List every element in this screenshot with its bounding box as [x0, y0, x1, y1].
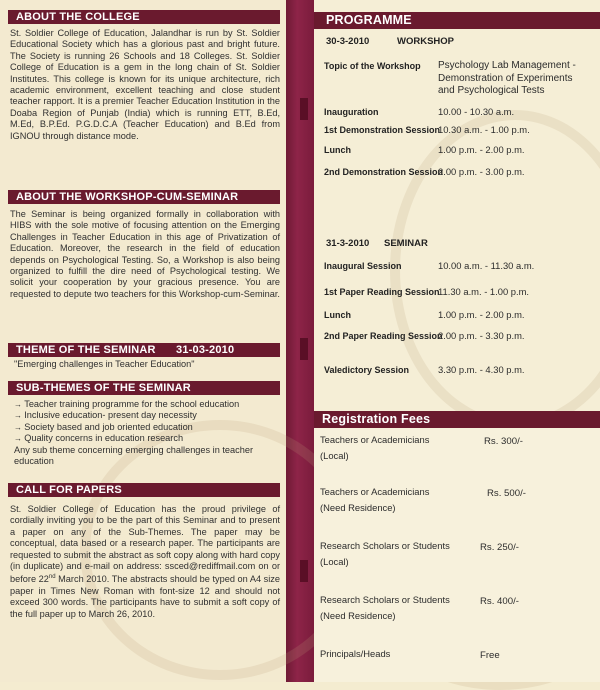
list-item: → Inclusive education- present day necessity [14, 410, 280, 421]
workshop-topic-label: Topic of the Workshop [324, 61, 421, 71]
fold-tick [300, 338, 308, 360]
workshop-date: 30-3-2010 [326, 36, 370, 47]
schedule-label: Valedictory Session [324, 365, 410, 375]
schedule-time: 3.30 p.m. - 4.30 p.m. [438, 364, 525, 375]
schedule-time: 10.00 a.m. - 11.30 a.m. [438, 260, 535, 271]
schedule-label: 2nd Paper Reading Session [324, 331, 443, 341]
fee-category: Teachers or Academicians [320, 486, 430, 497]
theme-heading [8, 343, 280, 357]
schedule-label: 2nd Demonstration Session [324, 167, 444, 177]
fee-amount: Rs. 250/- [480, 542, 519, 553]
list-item: → Society based and job oriented education [14, 422, 280, 433]
schedule-label: Inaugural Session [324, 261, 402, 271]
call-for-papers-text [10, 504, 280, 620]
fee-amount: Rs. 300/- [484, 436, 523, 447]
schedule-time: 2.00 p.m. - 3.00 p.m. [438, 166, 525, 177]
fee-amount: Rs. 400/- [480, 596, 519, 607]
sub-themes-note: Any sub theme concerning emerging challenges in teacher education [14, 445, 254, 467]
call-for-papers-text-2: March 2010. The abstracts should be typed on A4 size paper in Times New Roman with font-size 12 and should not exceed 300 words. The participants have to submit a soft copy of the full paper up to March 26, 2010. [10, 574, 280, 619]
schedule-time: 1.00 p.m. - 2.00 p.m. [438, 309, 525, 320]
fee-category: Research Scholars or Students [320, 594, 450, 605]
workshop-topic-value: Psychology Lab Management - Demonstration of Experiments and Psychological Tests [438, 60, 576, 96]
theme-text: "Emerging challenges in Teacher Education" [14, 359, 195, 369]
schedule-time: 10.00 - 10.30 a.m. [438, 106, 515, 117]
fee-note: (Local) [320, 556, 349, 567]
schedule-label: Lunch [324, 310, 351, 320]
list-item: → Quality concerns in education research [14, 433, 280, 444]
seminar-date: 31-3-2010 [326, 238, 370, 249]
registration-heading: Registration Fees [314, 411, 600, 428]
call-for-papers-sup: nd [48, 574, 56, 581]
schedule-time: 2.00 p.m. - 3.30 p.m. [438, 330, 525, 341]
theme-date: 31-03-2010 [176, 344, 235, 356]
fee-amount: Rs. 500/- [487, 488, 526, 499]
fee-category: Principals/Heads [320, 648, 391, 659]
call-for-papers-heading: CALL FOR PAPERS [8, 483, 280, 497]
schedule-label: 1st Paper Reading Session [324, 287, 440, 297]
fee-amount: Free [480, 650, 500, 661]
schedule-time: 10.30 a.m. - 1.00 p.m. [438, 124, 530, 135]
sub-themes-heading: SUB-THEMES OF THE SEMINAR [8, 381, 280, 395]
fee-note: (Need Residence) [320, 610, 396, 621]
fee-category: Research Scholars or Students [320, 540, 450, 551]
workshop-title: WORKSHOP [397, 36, 454, 47]
schedule-label: Lunch [324, 145, 351, 155]
schedule-label: 1st Demonstration Session [324, 125, 441, 135]
fold-tick [300, 98, 308, 120]
schedule-time: 11.30 a.m. - 1.00 p.m. [438, 286, 530, 297]
call-for-papers-text-1: St. Soldier College of Education has the proud privilege of cordially inviting you to be the part of this Seminar and to present a paper on any of the Sub-Themes. The paper may be conceptual, data based or a research paper. The participants are requested to submit the abstract as soft copy along with hard copy (in duplicate) and e-mail on address: ssced@rediffmail.com on or before 22 [10, 504, 280, 585]
programme-heading: PROGRAMME [314, 12, 600, 29]
sub-themes-list [14, 399, 280, 445]
about-workshop-heading: ABOUT THE WORKSHOP-CUM-SEMINAR [8, 190, 280, 204]
fee-note: (Need Residence) [320, 502, 396, 513]
about-workshop-text: The Seminar is being organized formally in collaboration with HIBS with the sole motive of focusing attention on the Emerging Challenges in Teacher Education in this age of Privatization of Education. Moreover, the research in the field of education depends on Psychological Testing. So, a Workshop is also being organized to fulfill the dire need of Psychological testing. We solicit your cooperation by your gracious presence. You are requested to depute two teachers for this Workshop-cum-Seminar. [10, 209, 280, 299]
seminar-title: SEMINAR [384, 238, 428, 249]
about-college-text: St. Soldier College of Education, Jalandhar is run by St. Soldier Educational Society which has a glorious past and bright future. The Society is running 26 Schools and 18 Colleges. St. Soldier College of Education is a gem in the long chain of St. Soldier Institutes. This college is known for its unique architecture, rich academic environment, excellent teaching and close student teacher rapport. It is a premier Teacher Education Institution in the Doaba Region of Punjab (India) which is running ETT, B.Ed, M.Ed, B.P.Ed. P.G.D.C.A (Teacher Education) and B.Ed from IGNOU through distance mode. [10, 28, 280, 141]
fee-category: Teachers or Academicians [320, 434, 430, 445]
schedule-label: Inauguration [324, 107, 379, 117]
list-item: → Teacher training programme for the school education [14, 399, 280, 410]
theme-heading-label: THEME OF THE SEMINAR [16, 344, 156, 356]
fee-note: (Local) [320, 450, 349, 461]
about-college-heading: ABOUT THE COLLEGE [8, 10, 280, 24]
schedule-time: 1.00 p.m. - 2.00 p.m. [438, 144, 525, 155]
